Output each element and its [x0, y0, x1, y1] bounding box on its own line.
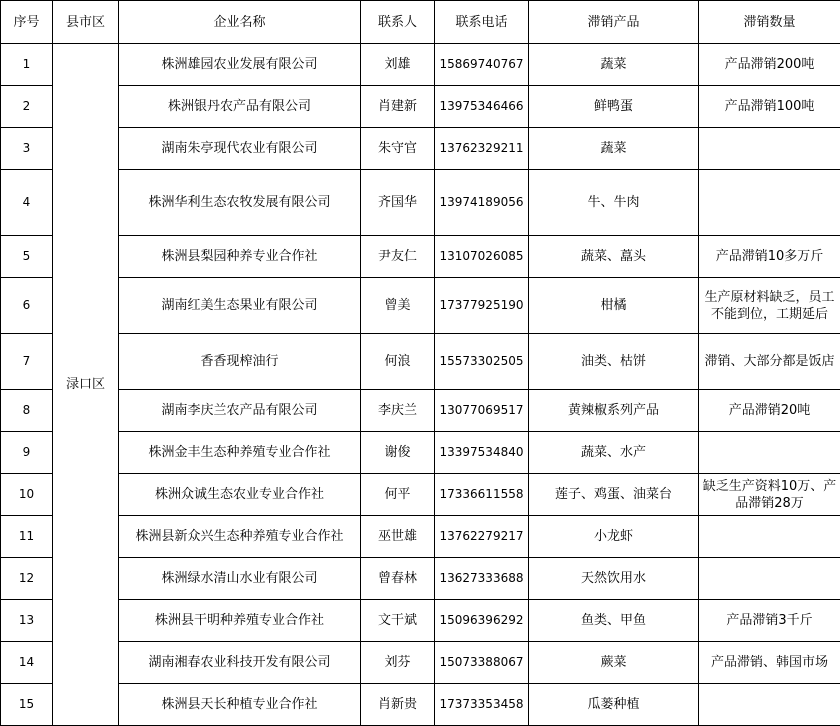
- product-cell: 油类、枯饼: [529, 334, 699, 390]
- company-cell: 株洲县梨园种养专业合作社: [119, 236, 361, 278]
- header-quantity: 滞销数量: [699, 1, 840, 44]
- quantity-cell: [699, 516, 840, 558]
- table-row: [1, 516, 840, 558]
- contact-cell: 肖建新: [361, 86, 435, 128]
- header-contact: 联系人: [361, 1, 435, 44]
- company-cell: 株洲华利生态农牧发展有限公司: [119, 170, 361, 236]
- quantity-cell: [699, 432, 840, 474]
- row-index: 7: [1, 334, 53, 390]
- company-cell: 湖南红美生态果业有限公司: [119, 278, 361, 334]
- header-product: 滞销产品: [529, 1, 699, 44]
- row-index: 1: [1, 44, 53, 86]
- quantity-cell: 产品滞销、韩国市场: [699, 642, 840, 684]
- quantity-cell: 产品滞销20吨: [699, 390, 840, 432]
- contact-cell: 李庆兰: [361, 390, 435, 432]
- contact-cell: 何浪: [361, 334, 435, 390]
- table-row: [1, 128, 840, 170]
- contact-cell: 巫世雄: [361, 516, 435, 558]
- header-company: 企业名称: [119, 1, 361, 44]
- row-index: 9: [1, 432, 53, 474]
- row-index: 3: [1, 128, 53, 170]
- phone-cell: 15869740767: [435, 44, 529, 86]
- phone-cell: 15573302505: [435, 334, 529, 390]
- phone-cell: 15073388067: [435, 642, 529, 684]
- product-cell: 蔬菜: [529, 44, 699, 86]
- table-row: [1, 432, 840, 474]
- row-index: 14: [1, 642, 53, 684]
- company-cell: 株洲县干明种养殖专业合作社: [119, 600, 361, 642]
- row-index: 15: [1, 684, 53, 726]
- product-cell: 蕨菜: [529, 642, 699, 684]
- table-row: [1, 600, 840, 642]
- phone-cell: 13762329211: [435, 128, 529, 170]
- header-index: 序号: [1, 1, 53, 44]
- phone-cell: 13762279217: [435, 516, 529, 558]
- table-row: [1, 170, 840, 236]
- quantity-cell: [699, 170, 840, 236]
- contact-cell: 曾春林: [361, 558, 435, 600]
- table-row: [1, 558, 840, 600]
- contact-cell: 刘芬: [361, 642, 435, 684]
- product-cell: 柑橘: [529, 278, 699, 334]
- quantity-cell: 产品滞销10多万斤: [699, 236, 840, 278]
- company-cell: 香香现榨油行: [119, 334, 361, 390]
- product-cell: 鱼类、甲鱼: [529, 600, 699, 642]
- table-row: [1, 474, 840, 516]
- row-index: 10: [1, 474, 53, 516]
- contact-cell: 尹友仁: [361, 236, 435, 278]
- header-district: 县市区: [53, 1, 119, 44]
- quantity-cell: 缺乏生产资料10万、产品滞销28万: [699, 474, 840, 516]
- row-index: 6: [1, 278, 53, 334]
- row-index: 13: [1, 600, 53, 642]
- quantity-cell: 产品滞销200吨: [699, 44, 840, 86]
- company-cell: 株洲雄园农业发展有限公司: [119, 44, 361, 86]
- quantity-cell: 滞销、大部分都是饭店: [699, 334, 840, 390]
- phone-cell: 17373353458: [435, 684, 529, 726]
- company-cell: 株洲众诚生态农业专业合作社: [119, 474, 361, 516]
- product-cell: 莲子、鸡蛋、油菜台: [529, 474, 699, 516]
- contact-cell: 朱守官: [361, 128, 435, 170]
- quantity-cell: 产品滞销100吨: [699, 86, 840, 128]
- phone-cell: 17377925190: [435, 278, 529, 334]
- row-index: 12: [1, 558, 53, 600]
- company-cell: 株洲金丰生态种养殖专业合作社: [119, 432, 361, 474]
- product-cell: 瓜蒌种植: [529, 684, 699, 726]
- table-row: [1, 390, 840, 432]
- company-cell: 湖南湘春农业科技开发有限公司: [119, 642, 361, 684]
- product-cell: 蔬菜、藠头: [529, 236, 699, 278]
- product-cell: 小龙虾: [529, 516, 699, 558]
- table-row: [1, 86, 840, 128]
- row-index: 11: [1, 516, 53, 558]
- contact-cell: 何平: [361, 474, 435, 516]
- contact-cell: 文干斌: [361, 600, 435, 642]
- phone-cell: 13627333688: [435, 558, 529, 600]
- product-cell: 牛、牛肉: [529, 170, 699, 236]
- product-cell: 鲜鸭蛋: [529, 86, 699, 128]
- phone-cell: 13397534840: [435, 432, 529, 474]
- table-row: [1, 278, 840, 334]
- phone-cell: 13975346466: [435, 86, 529, 128]
- quantity-cell: [699, 558, 840, 600]
- phone-cell: 15096396292: [435, 600, 529, 642]
- quantity-cell: [699, 684, 840, 726]
- table-row: [1, 44, 840, 86]
- company-cell: 株洲县天长种植专业合作社: [119, 684, 361, 726]
- table-row: [1, 684, 840, 726]
- company-cell: 湖南李庆兰农产品有限公司: [119, 390, 361, 432]
- contact-cell: 谢俊: [361, 432, 435, 474]
- table-row: [1, 642, 840, 684]
- header-row: [1, 1, 840, 44]
- district-cell: 渌口区: [53, 44, 119, 726]
- contact-cell: 刘雄: [361, 44, 435, 86]
- phone-cell: 13974189056: [435, 170, 529, 236]
- table-row: [1, 334, 840, 390]
- contact-cell: 齐国华: [361, 170, 435, 236]
- contact-cell: 肖新贵: [361, 684, 435, 726]
- company-cell: 湖南朱亭现代农业有限公司: [119, 128, 361, 170]
- header-phone: 联系电话: [435, 1, 529, 44]
- contact-cell: 曾美: [361, 278, 435, 334]
- company-cell: 株洲银丹农产品有限公司: [119, 86, 361, 128]
- product-cell: 黄辣椒系列产品: [529, 390, 699, 432]
- quantity-cell: 生产原材料缺乏，员工不能到位，工期延后: [699, 278, 840, 334]
- row-index: 8: [1, 390, 53, 432]
- phone-cell: 13107026085: [435, 236, 529, 278]
- company-cell: 株洲绿水清山水业有限公司: [119, 558, 361, 600]
- company-cell: 株洲县新众兴生态种养殖专业合作社: [119, 516, 361, 558]
- quantity-cell: [699, 128, 840, 170]
- row-index: 2: [1, 86, 53, 128]
- product-cell: 蔬菜: [529, 128, 699, 170]
- row-index: 4: [1, 170, 53, 236]
- product-cell: 蔬菜、水产: [529, 432, 699, 474]
- phone-cell: 13077069517: [435, 390, 529, 432]
- quantity-cell: 产品滞销3千斤: [699, 600, 840, 642]
- product-cell: 天然饮用水: [529, 558, 699, 600]
- row-index: 5: [1, 236, 53, 278]
- phone-cell: 17336611558: [435, 474, 529, 516]
- table-row: [1, 236, 840, 278]
